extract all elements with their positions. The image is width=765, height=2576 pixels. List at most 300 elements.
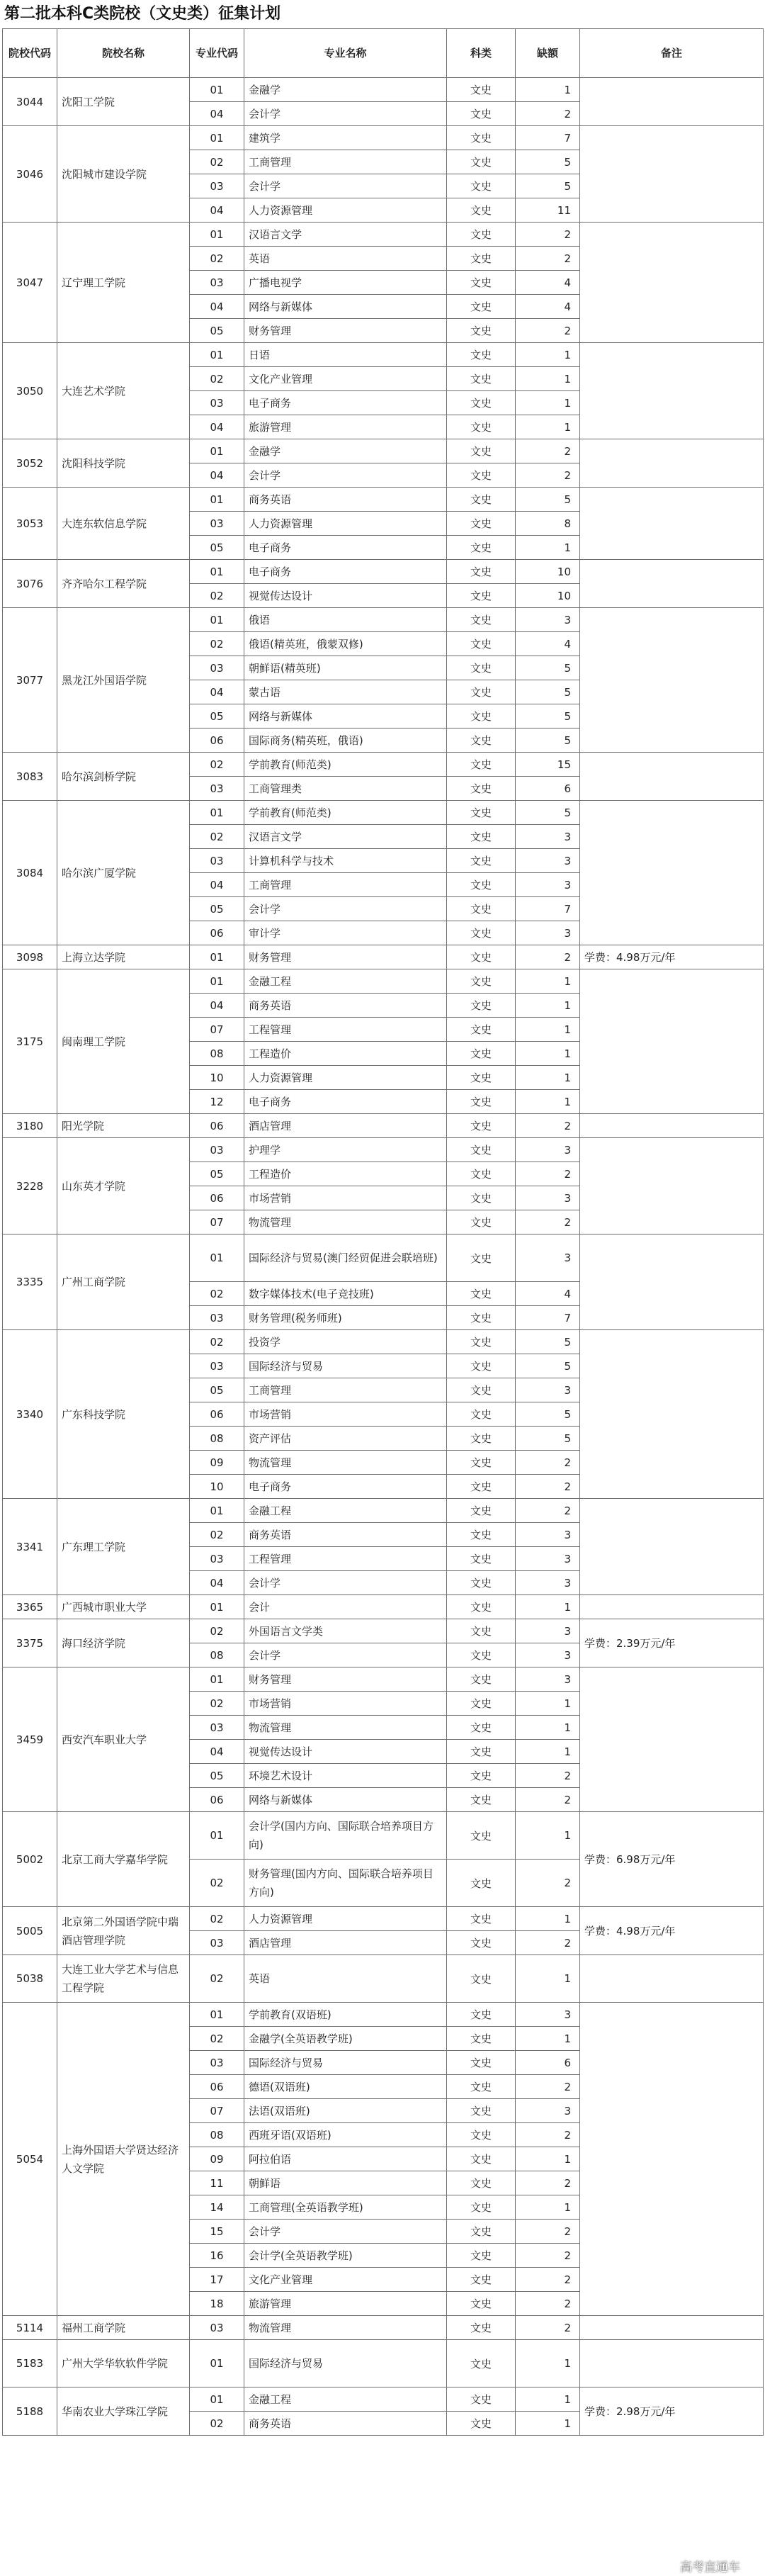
school-code-cell: 3375 (3, 1619, 57, 1667)
major-code-cell: 06 (190, 729, 244, 753)
note-cell (580, 1955, 764, 2003)
subject-cell: 文史 (447, 2003, 516, 2027)
major-code-cell: 05 (190, 1378, 244, 1402)
major-code-cell: 14 (190, 2195, 244, 2220)
school-code-cell: 5054 (3, 2003, 57, 2316)
major-name-cell: 金融工程 (244, 1499, 447, 1523)
major-name-cell: 汉语言文学 (244, 223, 447, 247)
major-code-cell: 01 (190, 969, 244, 994)
table-row (3, 1619, 764, 1643)
major-code-cell: 06 (190, 1186, 244, 1210)
major-name-cell: 物流管理 (244, 1716, 447, 1740)
subject-cell: 文史 (447, 1619, 516, 1643)
subject-cell: 文史 (447, 2027, 516, 2051)
major-code-cell: 03 (190, 391, 244, 415)
subject-cell: 文史 (447, 1667, 516, 1692)
subject-cell: 文史 (447, 1860, 516, 1907)
table-row (3, 753, 764, 777)
school-code-cell: 3052 (3, 439, 57, 488)
subject-cell: 文史 (447, 1764, 516, 1788)
major-code-cell: 02 (190, 247, 244, 271)
subject-cell: 文史 (447, 2147, 516, 2171)
major-code-cell: 05 (190, 1162, 244, 1186)
major-name-cell: 阿拉伯语 (244, 2147, 447, 2171)
major-code-cell: 08 (190, 2123, 244, 2147)
subject-cell: 文史 (447, 1643, 516, 1667)
major-code-cell: 02 (190, 1282, 244, 1306)
major-name-cell: 财务管理 (244, 945, 447, 969)
major-code-cell: 03 (190, 1716, 244, 1740)
major-name-cell: 会计学 (244, 463, 447, 488)
quota-cell: 2 (516, 2075, 580, 2099)
major-name-cell: 国际经济与贸易 (244, 2340, 447, 2387)
major-code-cell: 03 (190, 2051, 244, 2075)
major-code-cell: 10 (190, 1066, 244, 1090)
quota-cell: 5 (516, 1402, 580, 1427)
school-name-cell: 北京第二外国语学院中瑞酒店管理学院 (57, 1907, 190, 1955)
major-code-cell: 01 (190, 2340, 244, 2387)
major-code-cell: 06 (190, 2075, 244, 2099)
major-code-cell: 08 (190, 1643, 244, 1667)
subject-cell: 文史 (447, 656, 516, 680)
note-cell (580, 439, 764, 488)
major-code-cell: 01 (190, 801, 244, 825)
major-code-cell: 04 (190, 994, 244, 1018)
subject-cell: 文史 (447, 801, 516, 825)
major-name-cell: 会计学(国内方向、国际联合培养项目方向) (244, 1812, 447, 1860)
quota-cell: 2 (516, 463, 580, 488)
table-row (3, 1234, 764, 1282)
subject-cell: 文史 (447, 945, 516, 969)
major-code-cell: 15 (190, 2220, 244, 2244)
quota-cell: 2 (516, 2244, 580, 2268)
note-cell: 学费：6.98万元/年 (580, 1812, 764, 1907)
table-row (3, 1667, 764, 1692)
school-name-cell: 阳光学院 (57, 1114, 190, 1138)
subject-cell: 文史 (447, 1402, 516, 1427)
major-name-cell: 商务英语 (244, 2412, 447, 2436)
major-name-cell: 会计学 (244, 897, 447, 921)
school-name-cell: 广州工商学院 (57, 1234, 190, 1330)
school-code-cell: 3228 (3, 1138, 57, 1234)
quota-cell: 7 (516, 1306, 580, 1330)
major-name-cell: 旅游管理 (244, 415, 447, 439)
quota-cell: 6 (516, 777, 580, 801)
subject-cell: 文史 (447, 560, 516, 584)
subject-cell: 文史 (447, 777, 516, 801)
quota-cell: 1 (516, 1716, 580, 1740)
school-name-cell: 闽南理工学院 (57, 969, 190, 1114)
major-code-cell: 04 (190, 295, 244, 319)
major-name-cell: 会计学 (244, 2220, 447, 2244)
quota-cell: 7 (516, 126, 580, 150)
major-code-cell: 04 (190, 463, 244, 488)
major-name-cell: 工商管理类 (244, 777, 447, 801)
quota-cell: 1 (516, 367, 580, 391)
major-name-cell: 市场营销 (244, 1186, 447, 1210)
quota-cell: 2 (516, 1210, 580, 1234)
quota-cell: 5 (516, 174, 580, 198)
major-code-cell: 02 (190, 1330, 244, 1354)
subject-cell: 文史 (447, 1907, 516, 1931)
note-cell: 学费：2.98万元/年 (580, 2387, 764, 2436)
table-row (3, 560, 764, 584)
major-code-cell: 01 (190, 2003, 244, 2027)
note-cell: 学费：2.39万元/年 (580, 1619, 764, 1667)
subject-cell: 文史 (447, 873, 516, 897)
table-row (3, 2003, 764, 2027)
subject-cell: 文史 (447, 174, 516, 198)
note-cell (580, 1667, 764, 1812)
school-code-cell: 5002 (3, 1812, 57, 1907)
major-code-cell: 03 (190, 1547, 244, 1571)
subject-cell: 文史 (447, 1595, 516, 1619)
major-name-cell: 会计学(全英语教学班) (244, 2244, 447, 2268)
major-code-cell: 03 (190, 512, 244, 536)
quota-cell: 3 (516, 825, 580, 849)
note-cell (580, 2340, 764, 2387)
school-name-cell: 西安汽车职业大学 (57, 1667, 190, 1812)
subject-cell: 文史 (447, 439, 516, 463)
major-name-cell: 日语 (244, 343, 447, 367)
quota-cell: 1 (516, 2340, 580, 2387)
major-code-cell: 02 (190, 2412, 244, 2436)
note-cell (580, 969, 764, 1114)
major-name-cell: 金融工程 (244, 969, 447, 994)
major-name-cell: 金融工程 (244, 2387, 447, 2412)
quota-cell: 5 (516, 1427, 580, 1451)
subject-cell: 文史 (447, 488, 516, 512)
table-row (3, 1955, 764, 2003)
quota-cell: 3 (516, 849, 580, 873)
school-code-cell: 3077 (3, 608, 57, 753)
major-name-cell: 资产评估 (244, 1427, 447, 1451)
major-name-cell: 建筑学 (244, 126, 447, 150)
school-name-cell: 辽宁理工学院 (57, 223, 190, 343)
school-code-cell: 3044 (3, 78, 57, 126)
major-name-cell: 财务管理 (244, 319, 447, 343)
subject-cell: 文史 (447, 367, 516, 391)
note-cell (580, 1595, 764, 1619)
enrollment-plan-table (2, 28, 764, 2436)
quota-cell: 2 (516, 1162, 580, 1186)
major-code-cell: 04 (190, 1740, 244, 1764)
major-name-cell: 西班牙语(双语班) (244, 2123, 447, 2147)
header-major-name: 专业名称 (244, 29, 447, 78)
quota-cell: 3 (516, 1643, 580, 1667)
school-code-cell: 3083 (3, 753, 57, 801)
school-name-cell: 大连工业大学艺术与信息工程学院 (57, 1955, 190, 2003)
table-row (3, 1595, 764, 1619)
quota-cell: 5 (516, 1354, 580, 1378)
note-cell (580, 1138, 764, 1234)
table-row (3, 2340, 764, 2387)
school-code-cell: 3180 (3, 1114, 57, 1138)
major-code-cell: 01 (190, 560, 244, 584)
subject-cell: 文史 (447, 1306, 516, 1330)
school-name-cell: 华南农业大学珠江学院 (57, 2387, 190, 2436)
major-name-cell: 人力资源管理 (244, 1066, 447, 1090)
major-code-cell: 04 (190, 198, 244, 223)
major-name-cell: 物流管理 (244, 2316, 447, 2340)
major-name-cell: 数字媒体技术(电子竞技班) (244, 1282, 447, 1306)
school-code-cell: 3046 (3, 126, 57, 223)
school-name-cell: 广州大学华软软件学院 (57, 2340, 190, 2387)
major-name-cell: 俄语 (244, 608, 447, 632)
subject-cell: 文史 (447, 198, 516, 223)
school-code-cell: 3053 (3, 488, 57, 560)
note-cell (580, 608, 764, 753)
school-code-cell: 5038 (3, 1955, 57, 2003)
major-code-cell: 01 (190, 223, 244, 247)
quota-cell: 3 (516, 1619, 580, 1643)
major-name-cell: 金融学(全英语教学班) (244, 2027, 447, 2051)
subject-cell: 文史 (447, 2268, 516, 2292)
quota-cell: 1 (516, 1066, 580, 1090)
major-code-cell: 08 (190, 1042, 244, 1066)
subject-cell: 文史 (447, 897, 516, 921)
major-code-cell: 03 (190, 777, 244, 801)
major-code-cell: 03 (190, 271, 244, 295)
quota-cell: 1 (516, 1042, 580, 1066)
major-name-cell: 学前教育(师范类) (244, 753, 447, 777)
quota-cell: 1 (516, 1090, 580, 1114)
major-name-cell: 学前教育(师范类) (244, 801, 447, 825)
major-name-cell: 国际商务(精英班，俄语) (244, 729, 447, 753)
quota-cell: 3 (516, 2003, 580, 2027)
table-header (3, 29, 764, 78)
quota-cell: 1 (516, 343, 580, 367)
major-name-cell: 金融学 (244, 78, 447, 102)
subject-cell: 文史 (447, 391, 516, 415)
subject-cell: 文史 (447, 126, 516, 150)
note-cell (580, 126, 764, 223)
table-row (3, 1114, 764, 1138)
quota-cell: 3 (516, 1667, 580, 1692)
quota-cell: 1 (516, 2412, 580, 2436)
major-name-cell: 人力资源管理 (244, 512, 447, 536)
major-name-cell: 人力资源管理 (244, 1907, 447, 1931)
major-code-cell: 02 (190, 1860, 244, 1907)
note-cell (580, 1330, 764, 1499)
major-code-cell: 04 (190, 873, 244, 897)
major-name-cell: 会计学 (244, 102, 447, 126)
subject-cell: 文史 (447, 1740, 516, 1764)
major-name-cell: 网络与新媒体 (244, 295, 447, 319)
major-name-cell: 蒙古语 (244, 680, 447, 704)
subject-cell: 文史 (447, 921, 516, 945)
major-name-cell: 市场营销 (244, 1692, 447, 1716)
major-name-cell: 护理学 (244, 1138, 447, 1162)
quota-cell: 5 (516, 704, 580, 729)
table-row (3, 945, 764, 969)
school-code-cell: 5183 (3, 2340, 57, 2387)
major-code-cell: 03 (190, 174, 244, 198)
school-name-cell: 上海立达学院 (57, 945, 190, 969)
quota-cell: 2 (516, 2220, 580, 2244)
major-code-cell: 05 (190, 319, 244, 343)
subject-cell: 文史 (447, 2075, 516, 2099)
quota-cell: 3 (516, 1186, 580, 1210)
school-name-cell: 齐齐哈尔工程学院 (57, 560, 190, 608)
major-code-cell: 01 (190, 1234, 244, 1282)
quota-cell: 2 (516, 223, 580, 247)
major-name-cell: 会计学 (244, 174, 447, 198)
major-name-cell: 会计学 (244, 1571, 447, 1595)
major-code-cell: 01 (190, 1812, 244, 1860)
major-code-cell: 04 (190, 415, 244, 439)
quota-cell: 2 (516, 2316, 580, 2340)
quota-cell: 1 (516, 1812, 580, 1860)
major-code-cell: 01 (190, 945, 244, 969)
quota-cell: 4 (516, 295, 580, 319)
subject-cell: 文史 (447, 2099, 516, 2123)
major-code-cell: 02 (190, 1907, 244, 1931)
quota-cell: 3 (516, 873, 580, 897)
major-code-cell: 02 (190, 1619, 244, 1643)
major-code-cell: 07 (190, 1210, 244, 1234)
major-name-cell: 金融学 (244, 439, 447, 463)
major-code-cell: 06 (190, 1114, 244, 1138)
major-name-cell: 计算机科学与技术 (244, 849, 447, 873)
major-name-cell: 商务英语 (244, 1523, 447, 1547)
subject-cell: 文史 (447, 825, 516, 849)
subject-cell: 文史 (447, 1692, 516, 1716)
school-code-cell: 5005 (3, 1907, 57, 1955)
quota-cell: 2 (516, 439, 580, 463)
quota-cell: 2 (516, 1788, 580, 1812)
quota-cell: 2 (516, 319, 580, 343)
subject-cell: 文史 (447, 223, 516, 247)
quota-cell: 3 (516, 1547, 580, 1571)
table-row (3, 2316, 764, 2340)
major-code-cell: 05 (190, 536, 244, 560)
quota-cell: 1 (516, 415, 580, 439)
major-code-cell: 10 (190, 1475, 244, 1499)
quota-cell: 2 (516, 1475, 580, 1499)
quota-cell: 11 (516, 198, 580, 223)
subject-cell: 文史 (447, 319, 516, 343)
school-name-cell: 福州工商学院 (57, 2316, 190, 2340)
note-cell (580, 1114, 764, 1138)
school-name-cell: 上海外国语大学贤达经济人文学院 (57, 2003, 190, 2316)
table-row (3, 488, 764, 512)
major-code-cell: 16 (190, 2244, 244, 2268)
quota-cell: 7 (516, 897, 580, 921)
subject-cell: 文史 (447, 1282, 516, 1306)
major-name-cell: 外国语言文学类 (244, 1619, 447, 1643)
table-row (3, 126, 764, 150)
major-code-cell: 02 (190, 1692, 244, 1716)
major-code-cell: 01 (190, 2387, 244, 2412)
major-name-cell: 财务管理(税务师班) (244, 1306, 447, 1330)
table-row (3, 78, 764, 102)
table-row (3, 2387, 764, 2412)
note-cell (580, 801, 764, 945)
subject-cell: 文史 (447, 1114, 516, 1138)
major-name-cell: 审计学 (244, 921, 447, 945)
major-name-cell: 财务管理(国内方向、国际联合培养项目方向) (244, 1860, 447, 1907)
quota-cell: 3 (516, 608, 580, 632)
header-subject: 科类 (447, 29, 516, 78)
quota-cell: 3 (516, 1138, 580, 1162)
major-name-cell: 电子商务 (244, 1090, 447, 1114)
major-name-cell: 工程管理 (244, 1547, 447, 1571)
quota-cell: 2 (516, 1451, 580, 1475)
subject-cell: 文史 (447, 247, 516, 271)
subject-cell: 文史 (447, 1210, 516, 1234)
quota-cell: 1 (516, 1955, 580, 2003)
quota-cell: 1 (516, 1018, 580, 1042)
subject-cell: 文史 (447, 1090, 516, 1114)
table-row (3, 1138, 764, 1162)
subject-cell: 文史 (447, 1234, 516, 1282)
subject-cell: 文史 (447, 2316, 516, 2340)
major-name-cell: 网络与新媒体 (244, 1788, 447, 1812)
major-name-cell: 德语(双语班) (244, 2075, 447, 2099)
subject-cell: 文史 (447, 2220, 516, 2244)
major-name-cell: 工商管理 (244, 1378, 447, 1402)
major-name-cell: 英语 (244, 1955, 447, 2003)
subject-cell: 文史 (447, 1812, 516, 1860)
major-name-cell: 商务英语 (244, 488, 447, 512)
major-code-cell: 04 (190, 1571, 244, 1595)
school-code-cell: 3365 (3, 1595, 57, 1619)
quota-cell: 2 (516, 2268, 580, 2292)
note-cell (580, 223, 764, 343)
quota-cell: 5 (516, 150, 580, 174)
quota-cell: 3 (516, 2099, 580, 2123)
quota-cell: 1 (516, 536, 580, 560)
quota-cell: 2 (516, 1931, 580, 1955)
school-name-cell: 哈尔滨剑桥学院 (57, 753, 190, 801)
major-name-cell: 会计 (244, 1595, 447, 1619)
table-row (3, 439, 764, 463)
quota-cell: 1 (516, 2027, 580, 2051)
subject-cell: 文史 (447, 102, 516, 126)
major-code-cell: 09 (190, 2147, 244, 2171)
major-code-cell: 08 (190, 1427, 244, 1451)
major-name-cell: 旅游管理 (244, 2292, 447, 2316)
subject-cell: 文史 (447, 2244, 516, 2268)
school-name-cell: 广东科技学院 (57, 1330, 190, 1499)
note-cell: 学费：4.98万元/年 (580, 945, 764, 969)
major-name-cell: 投资学 (244, 1330, 447, 1354)
major-code-cell: 05 (190, 704, 244, 729)
major-name-cell: 电子商务 (244, 1475, 447, 1499)
quota-cell: 1 (516, 994, 580, 1018)
quota-cell: 5 (516, 488, 580, 512)
quota-cell: 2 (516, 2292, 580, 2316)
subject-cell: 文史 (447, 78, 516, 102)
subject-cell: 文史 (447, 1427, 516, 1451)
major-name-cell: 物流管理 (244, 1210, 447, 1234)
quota-cell: 5 (516, 656, 580, 680)
major-code-cell: 01 (190, 1667, 244, 1692)
school-name-cell: 北京工商大学嘉华学院 (57, 1812, 190, 1907)
subject-cell: 文史 (447, 1138, 516, 1162)
quota-cell: 2 (516, 2171, 580, 2195)
major-name-cell: 汉语言文学 (244, 825, 447, 849)
subject-cell: 文史 (447, 2123, 516, 2147)
subject-cell: 文史 (447, 1042, 516, 1066)
note-cell: 学费：4.98万元/年 (580, 1907, 764, 1955)
quota-cell: 15 (516, 753, 580, 777)
quota-cell: 2 (516, 102, 580, 126)
subject-cell: 文史 (447, 415, 516, 439)
major-name-cell: 商务英语 (244, 994, 447, 1018)
major-name-cell: 国际经济与贸易(澳门经贸促进会联培班) (244, 1234, 447, 1282)
